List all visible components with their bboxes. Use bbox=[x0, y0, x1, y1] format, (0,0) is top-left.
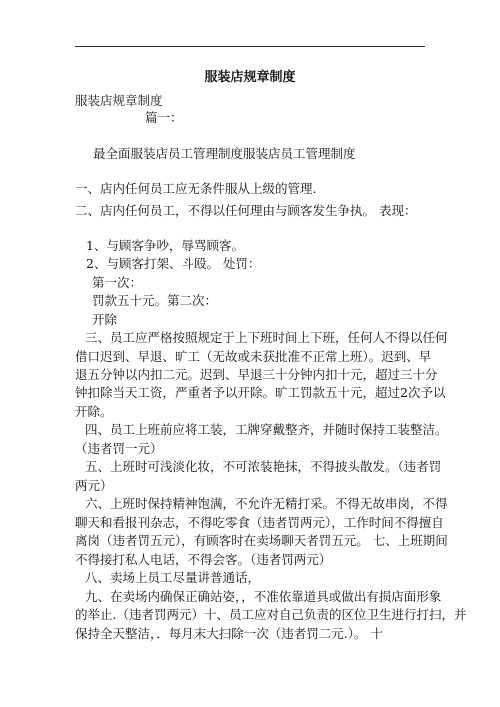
paragraph-line: 2、与顾客打架、斗殴。 处罚： bbox=[86, 256, 261, 271]
paragraph-line: 两元） bbox=[75, 478, 113, 493]
paragraph-line: 1、与顾客争吵，辱骂顾客。 bbox=[86, 238, 244, 253]
section-label: 篇一： bbox=[145, 110, 183, 125]
paragraph-line: 八、卖场上员工尽量讲普通话， bbox=[85, 570, 261, 585]
paragraph-line: 五、上班时可浅淡化妆，不可浓装艳抹，不得披头散发。（违者罚 bbox=[85, 459, 442, 474]
paragraph-line: 四、员工上班前应将工装，工牌穿戴整齐，并随时保持工装整洁。 bbox=[85, 422, 448, 437]
paragraph-line: 一、店内任何员工应无条件服从上级的管理. bbox=[75, 181, 317, 196]
doc-heading: 服装店规章制度 bbox=[75, 93, 163, 108]
paragraph-line: 三、员工应严格按照规定于上下班时间上下班，任何人不得以任何 bbox=[85, 330, 448, 345]
paragraph-line: 的举止.（违者罚两元）十、员工应对自己负责的区位卫生进行打扫，并 bbox=[75, 607, 467, 622]
paragraph-line: 六、上班时保持精神饱满，不允许无精打采。不得无故串岗，不得 bbox=[85, 496, 448, 511]
paragraph-line: 借口迟到、早退、旷工（无故或未获批准不正常上班）。迟到、早 bbox=[75, 349, 432, 364]
paragraph-line: （违者罚一元） bbox=[75, 441, 163, 456]
paragraph-line: 二、店内任何员工，不得以任何理由与顾客发生争执。 表现： bbox=[75, 203, 417, 218]
paragraph-line: 开除 bbox=[92, 312, 118, 327]
paragraph-line: 保持全天整洁，．每月末大扫除一次（违者罚二元.）。 十 bbox=[75, 626, 383, 641]
header-rule bbox=[75, 46, 425, 47]
paragraph-line: 罚款五十元。第二次： bbox=[92, 293, 218, 308]
paragraph-line: 离岗（违者罚五元），有顾客时在卖场聊天者罚五元。 七、上班期间 bbox=[75, 533, 448, 548]
paragraph-line: 不得接打私人电话，不得会客。（违者罚两元） bbox=[75, 552, 332, 567]
paragraph-line: 九、在卖场内确保正确站姿，，不准依靠道具或做出有损店面形象 bbox=[85, 589, 442, 604]
paragraph-line: 钟扣除当天工资，严重者予以开除。旷工罚款五十元，超过2次予以 bbox=[75, 385, 446, 400]
paragraph-line: 聊天和看报刊杂志，不得吃零食（违者罚两元），工作时间不得擅自 bbox=[75, 515, 444, 530]
paragraph-line: 第一次： bbox=[92, 275, 143, 290]
document-title: 服装店规章制度 bbox=[204, 70, 296, 85]
paragraph-line: 开除。 bbox=[75, 404, 113, 419]
paragraph-line: 退五分钟以内扣二元。迟到、早退三十分钟内扣十元，超过三十分 bbox=[75, 367, 438, 382]
subtitle: 最全面服装店员工管理制度服装店员工管理制度 bbox=[93, 146, 356, 161]
